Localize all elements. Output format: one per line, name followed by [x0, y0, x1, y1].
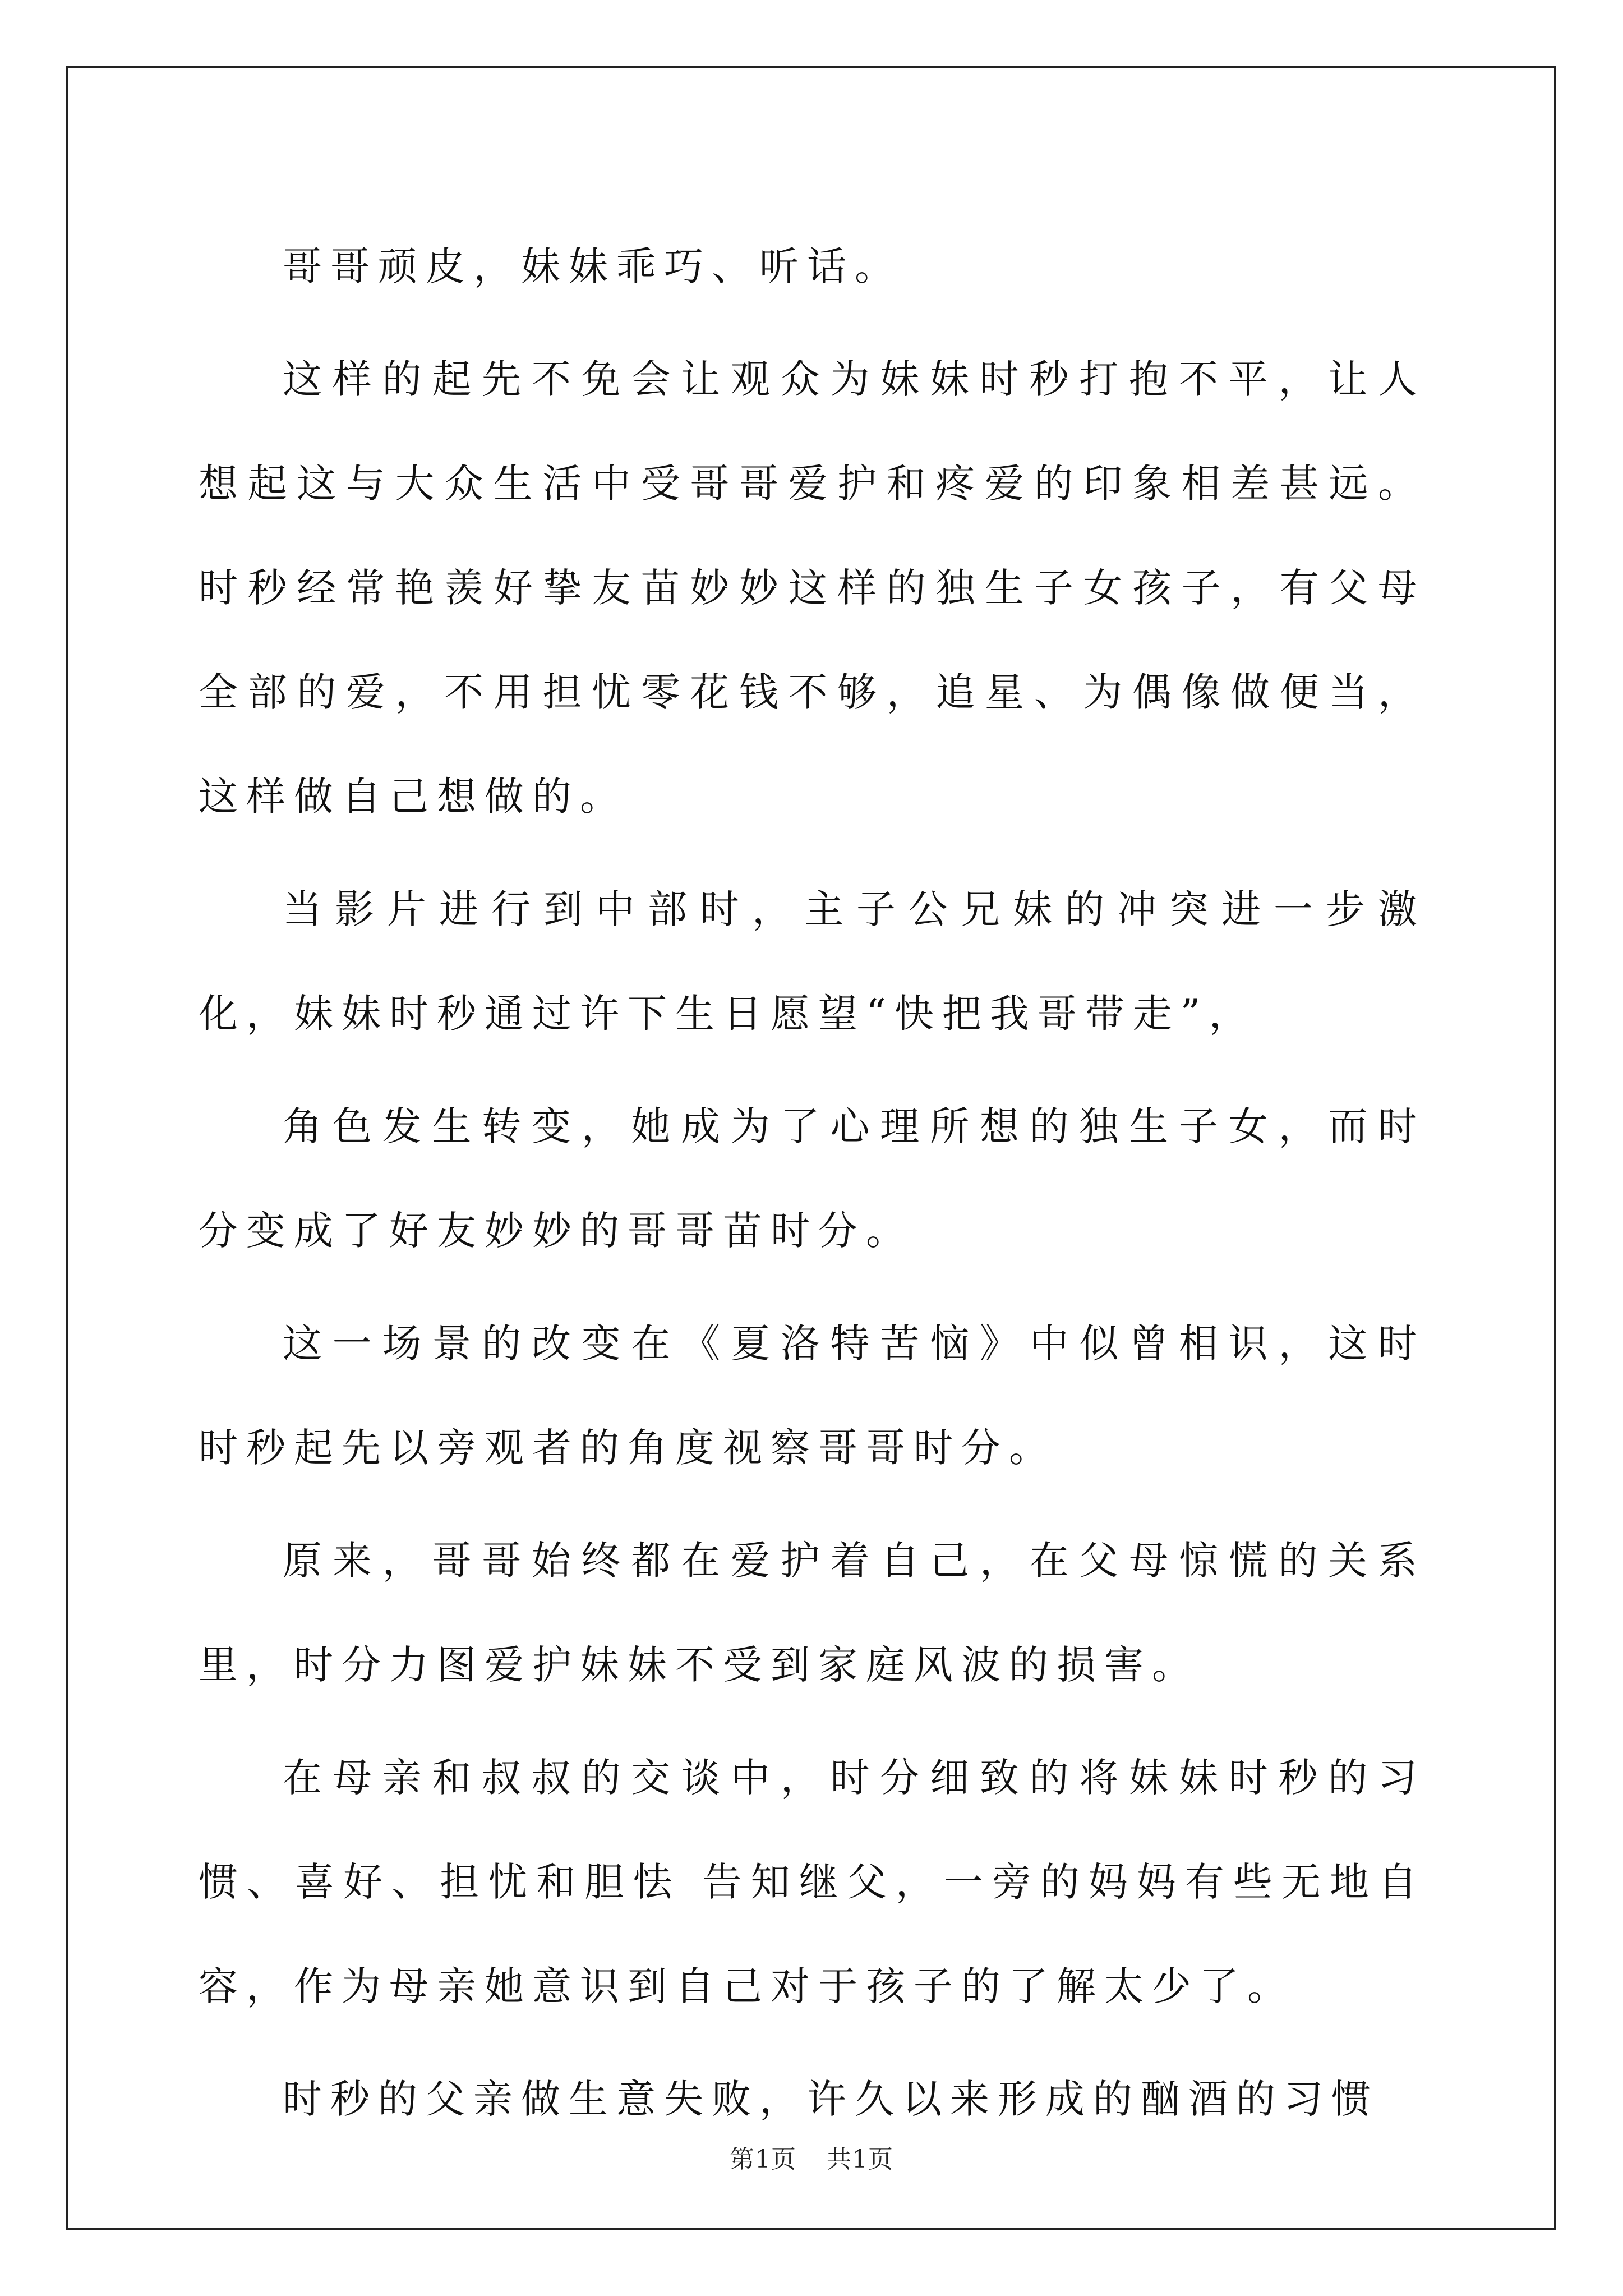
paragraph: 在母亲和叔叔的交谈中，时分细致的将妹妹时秒的习惯、喜好、担忧和胆怯 告知继父，一旁的妈妈有些无地自容，作为母亲她意识到自己对于孩子的了解太少了。 — [199, 1755, 1426, 2009]
paragraph: 原来，哥哥始终都在爱护着自己，在父母惊慌的关系里，时分力图爱护妹妹不受到家庭风波的损害。 — [199, 1538, 1426, 1688]
paragraph: 这样的起先不免会让观众为妹妹时秒打抱不平，让人想起这与大众生活中受哥哥爱护和疼爱的印象相差甚远。时秒经常艳羡好挚友苗妙妙这样的独生子女孩子，有父母全部的爱，不用担忧零花钱不够，追星、为偶像做便当，这样做自己想做的。 — [199, 356, 1426, 820]
page-footer — [0, 2143, 1623, 2177]
paragraph: 时秒的父亲做生意失败，许久以来形成的酗酒的习惯 — [283, 2076, 1379, 2122]
paragraph: 哥哥顽皮，妹妹乖巧、听话。 — [283, 243, 902, 289]
page-number: 第1页 — [730, 2145, 796, 2174]
paragraph: 当影片进行到中部时，主子公兄妹的冲突进一步激化，妹妹时秒通过许下生日愿望“快把我哥带走”， — [199, 886, 1426, 1037]
page-total: 共1页 — [827, 2145, 893, 2174]
paragraph: 这一场景的改变在《夏洛特苦恼》中似曾相识，这时时秒起先以旁观者的角度视察哥哥时分。 — [199, 1320, 1426, 1471]
paragraph: 角色发生转变，她成为了心理所想的独生子女，而时分变成了好友妙妙的哥哥苗时分。 — [199, 1103, 1426, 1254]
document-body — [199, 214, 1426, 2160]
